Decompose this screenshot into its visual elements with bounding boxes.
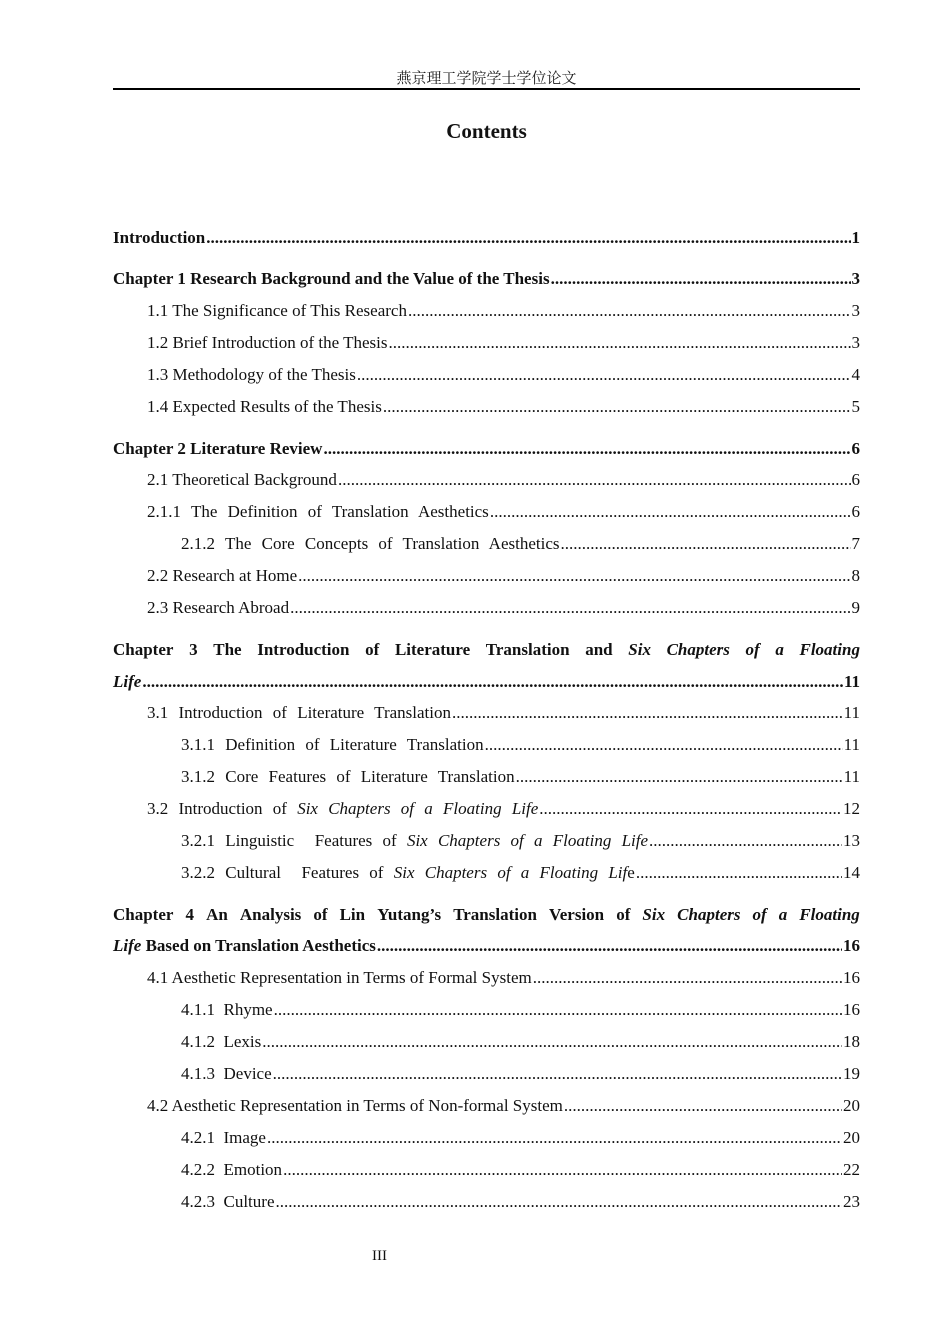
dot-leader <box>377 934 842 958</box>
word: Chapter <box>113 640 174 659</box>
word: The <box>213 640 242 659</box>
toc-entry-label <box>113 670 141 694</box>
toc-entry-label: 2.1.1 The Definition of Translation Aesthetics <box>147 502 489 521</box>
dot-leader <box>274 998 842 1022</box>
dot-leader <box>490 500 851 524</box>
toc-entry-4-1-1[interactable] <box>181 998 860 1022</box>
toc-entry-3-1-1[interactable] <box>181 733 860 757</box>
italic-word: Chapters <box>666 640 730 659</box>
italic-word: Six <box>628 640 651 659</box>
italic-title: Six Chapters of a Floating Life <box>406 831 649 850</box>
toc-entry-chapter-3-line-2[interactable] <box>113 670 860 694</box>
toc-entry-3-2-1[interactable] <box>181 829 860 853</box>
dot-leader <box>298 564 850 588</box>
toc-entry-4-1-2[interactable] <box>181 1030 860 1054</box>
word: Chapter <box>113 905 174 924</box>
toc-entry-label: 2.2 Research at Home <box>147 566 298 585</box>
toc-entry-label: 3.1.2 Core Features of Literature Translation <box>181 767 515 786</box>
toc-page-number: 1 <box>851 228 860 247</box>
italic-word: Floating <box>799 640 860 659</box>
italic-title: Life <box>113 672 142 691</box>
italic-title: Six Chapters of a Floating Lif <box>393 863 628 882</box>
toc-entry-4-2-1[interactable] <box>181 1126 860 1150</box>
toc-page-number: 13 <box>843 831 860 850</box>
toc-page-number: 9 <box>851 598 860 617</box>
dot-leader <box>262 1030 842 1054</box>
toc-entry-3-2-2[interactable] <box>181 861 860 885</box>
toc-entry-label: 4.1.3 Device <box>181 1064 272 1083</box>
toc-page-number: 6 <box>851 470 860 489</box>
italic-word: a <box>778 905 788 924</box>
toc-entry-label: 1.2 Brief Introduction of the Thesis <box>147 333 388 352</box>
dot-leader <box>283 1158 842 1182</box>
toc-entry-1-4[interactable] <box>147 395 860 419</box>
toc-page-number: 16 <box>843 936 860 955</box>
toc-entry-4-2-2[interactable] <box>181 1158 860 1182</box>
footer-page-number: III <box>372 1248 387 1264</box>
toc-page-number: 11 <box>843 672 860 691</box>
italic-word: Six <box>642 905 666 924</box>
dot-leader <box>323 437 850 461</box>
dot-leader <box>357 363 851 387</box>
toc-entry-label: 2.3 Research Abroad <box>147 598 290 617</box>
toc-entry-label: 4.2.2 Emotion <box>181 1160 283 1179</box>
toc-page-number: 11 <box>843 735 860 754</box>
italic-word: a <box>775 640 784 659</box>
word: of <box>365 640 380 659</box>
running-header: 燕京理工学院学士学位论文 <box>396 69 577 87</box>
label-prefix: 3.2 Introduction of <box>147 799 298 818</box>
dot-leader <box>551 267 851 291</box>
word: Translation <box>485 640 570 659</box>
label-prefix: 3.2.1 Linguistic Features of <box>181 831 407 850</box>
toc-entry-1-2[interactable] <box>147 331 860 355</box>
toc-entry-label <box>147 797 538 821</box>
toc-page-number: 23 <box>843 1192 860 1211</box>
toc-page-number: 6 <box>851 502 860 521</box>
toc-entry-label: Chapter 1 Research Background and the Value of the Thesis <box>113 269 550 288</box>
toc-entry-4-1-3[interactable] <box>181 1062 860 1086</box>
italic-title: Life <box>113 936 142 955</box>
word: An <box>206 905 228 924</box>
word: Analysis <box>239 905 302 924</box>
toc-entry-label: 4.1.2 Lexis <box>181 1032 262 1051</box>
dot-leader <box>533 966 842 990</box>
dot-leader <box>485 733 843 757</box>
dot-leader <box>539 797 842 821</box>
toc-page-number: 18 <box>843 1032 860 1051</box>
label-suffix: e <box>627 863 635 882</box>
toc-entry-chapter-2[interactable] <box>113 437 860 461</box>
toc-page-number: 16 <box>843 968 860 987</box>
toc-page-number: 6 <box>851 439 860 458</box>
toc-entry-label <box>113 934 376 958</box>
word: and <box>585 640 613 659</box>
dot-leader <box>267 1126 842 1150</box>
dot-leader <box>273 1062 842 1086</box>
word: Literature <box>394 640 471 659</box>
toc-entry-label: 4.1.1 Rhyme <box>181 1000 273 1019</box>
toc-page-number: 11 <box>843 767 860 786</box>
toc-entry-1-1[interactable] <box>147 299 860 323</box>
label-rest: Based on Translation Aesthetics <box>141 936 376 955</box>
toc-entry-label: 2.1 Theoretical Background <box>147 470 337 489</box>
toc-entry-label: 2.1.2 The Core Concepts of Translation Aesthetics <box>181 534 560 553</box>
toc-entry-3-1[interactable] <box>147 701 860 725</box>
toc-entry-label: 3.1 Introduction of Literature Translation <box>147 703 451 722</box>
italic-word: of <box>752 905 767 924</box>
toc-entry-label: 4.1 Aesthetic Representation in Terms of Formal System <box>147 968 532 987</box>
toc-entry-3-2[interactable] <box>147 797 860 821</box>
contents-title: Contents <box>446 119 527 143</box>
toc-entry-label: 1.1 The Significance of This Research <box>147 301 407 320</box>
toc-page-number: 20 <box>843 1128 860 1147</box>
toc-entry-label <box>181 829 648 853</box>
toc-entry-chapter-3-line-1[interactable] <box>113 638 860 662</box>
italic-word: Chapters <box>677 905 741 924</box>
dot-leader <box>338 468 851 492</box>
toc-entry-introduction[interactable] <box>113 226 860 250</box>
word: Lin <box>339 905 366 924</box>
toc-page-number: 8 <box>851 566 860 585</box>
toc-entry-label: 1.4 Expected Results of the Thesis <box>147 397 382 416</box>
toc-entry-2-2[interactable] <box>147 564 860 588</box>
toc-entry-4-2[interactable] <box>147 1094 860 1118</box>
toc-page-number: 3 <box>851 301 860 320</box>
dot-leader <box>388 331 850 355</box>
toc-entry-label <box>181 861 635 885</box>
header-rule <box>113 88 860 90</box>
dot-leader <box>383 395 851 419</box>
italic-title: Six Chapters of a Floating Life <box>297 799 539 818</box>
toc-page-number: 16 <box>843 1000 860 1019</box>
word: Version <box>549 905 605 924</box>
word: Introduction <box>257 640 350 659</box>
toc-entry-chapter-4-line-2[interactable] <box>113 934 860 958</box>
word: Yutang’s <box>377 905 442 924</box>
toc-entry-label: 4.2 Aesthetic Representation in Terms of Non-formal System <box>147 1096 563 1115</box>
dot-leader <box>408 299 851 323</box>
toc-page-number: 4 <box>851 365 860 384</box>
toc-entry-label: Chapter 2 Literature Review <box>113 439 323 458</box>
toc-entry-label: 4.2.3 Culture <box>181 1192 275 1211</box>
dot-leader <box>649 829 842 853</box>
word: 3 <box>189 640 198 659</box>
dot-leader <box>142 670 843 694</box>
label-prefix: 3.2.2 Cultural Features of <box>181 863 394 882</box>
toc-entry-3-1-2[interactable] <box>181 765 860 789</box>
toc-page-number: 20 <box>843 1096 860 1115</box>
toc-entry-4-2-3[interactable] <box>181 1190 860 1214</box>
word: Translation <box>453 905 537 924</box>
dot-leader <box>636 861 842 885</box>
word: of <box>313 905 328 924</box>
toc-page-number: 14 <box>843 863 860 882</box>
word: of <box>616 905 631 924</box>
dot-leader <box>290 596 850 620</box>
toc-page-number: 3 <box>851 333 860 352</box>
toc-page-number: 12 <box>843 799 860 818</box>
italic-word: Floating <box>799 905 860 924</box>
toc-entry-2-1[interactable] <box>147 468 860 492</box>
toc-page-number: 22 <box>843 1160 860 1179</box>
dot-leader <box>516 765 843 789</box>
toc-entry-label: 4.2.1 Image <box>181 1128 266 1147</box>
toc-entry-chapter-1[interactable] <box>113 267 860 291</box>
word: 4 <box>185 905 195 924</box>
toc-page-number: 7 <box>851 534 860 553</box>
toc-entry-label: 1.3 Methodology of the Thesis <box>147 365 356 384</box>
toc-entry-1-3[interactable] <box>147 363 860 387</box>
dot-leader <box>561 532 851 556</box>
toc-entry-2-1-1[interactable] <box>147 500 860 524</box>
dot-leader <box>564 1094 842 1118</box>
dot-leader <box>276 1190 843 1214</box>
dot-leader <box>206 226 850 250</box>
toc-entry-label: 3.1.1 Definition of Literature Translation <box>181 735 484 754</box>
toc-page-number: 3 <box>851 269 860 288</box>
toc-entry-2-3[interactable] <box>147 596 860 620</box>
toc-page-number: 5 <box>851 397 860 416</box>
toc-page-number: 19 <box>843 1064 860 1083</box>
toc-page-number: 11 <box>843 703 860 722</box>
toc-entry-chapter-4-line-1[interactable] <box>113 903 860 927</box>
toc-entry-label: Introduction <box>113 228 206 247</box>
toc-entry-4-1[interactable] <box>147 966 860 990</box>
dot-leader <box>452 701 843 725</box>
italic-word: of <box>745 640 760 659</box>
toc-entry-2-1-2[interactable] <box>181 532 860 556</box>
